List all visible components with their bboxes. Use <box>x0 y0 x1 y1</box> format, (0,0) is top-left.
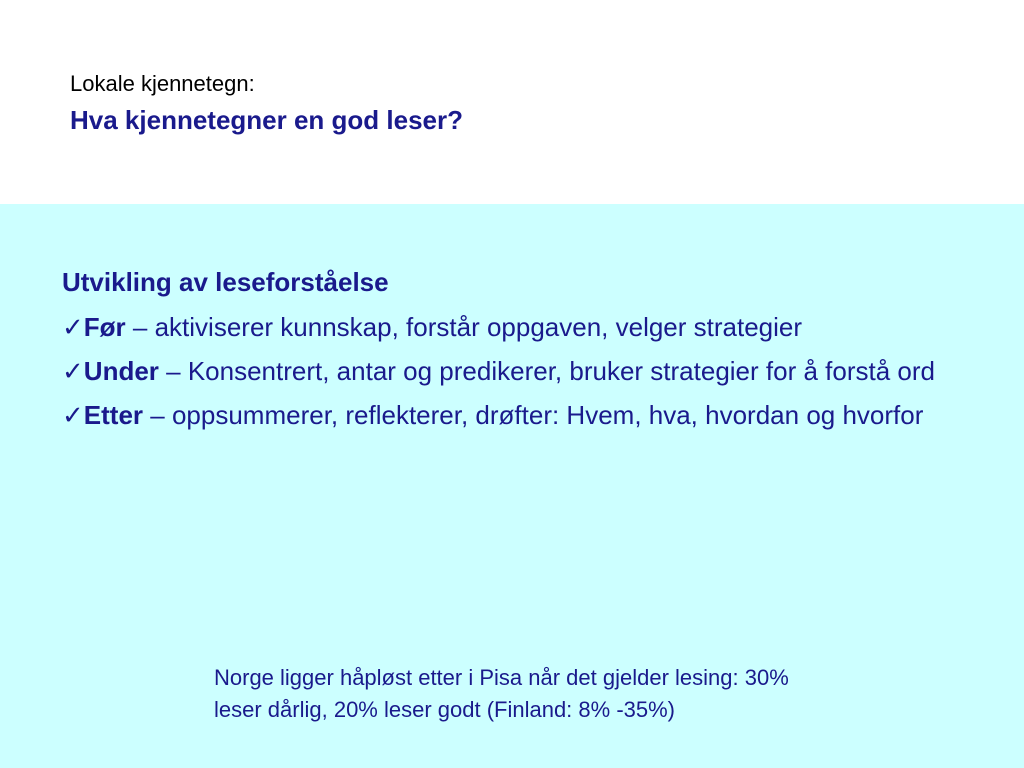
bullet-during <box>62 352 992 390</box>
bullet-term: Før <box>83 312 126 342</box>
slide-title: Hva kjennetegner en god leser? <box>70 105 464 135</box>
checkmark-icon: ✓ <box>62 400 84 430</box>
bullet-before <box>62 308 992 346</box>
content-body <box>62 262 992 434</box>
checkmark-icon: ✓ <box>62 356 84 386</box>
pisa-note-line-2: leser dårlig, 20% leser godt (Finland: 8% -35%) <box>214 697 676 722</box>
bullet-text: – aktiviserer kunnskap, forstår oppgaven, velger strategier <box>125 312 803 342</box>
pisa-note-line-1: Norge ligger håpløst etter i Pisa når det gjelder lesing: 30% <box>214 665 789 690</box>
title-area <box>70 70 970 136</box>
bullet-text: – oppsummerer, reflekterer, drøfter: Hvem, hva, hvordan og hvorfor <box>143 400 924 430</box>
bullet-after <box>62 396 992 434</box>
bullet-text: – Konsentrert, antar og predikerer, bruker strategier for å forstå ord <box>158 356 935 386</box>
content-panel <box>0 204 1024 768</box>
bullet-term: Etter <box>83 400 144 430</box>
slide-subtitle: Lokale kjennetegn: <box>70 71 255 96</box>
pisa-note <box>214 662 994 726</box>
section-heading: Utvikling av leseforståelse <box>62 267 389 297</box>
checkmark-icon: ✓ <box>62 312 84 342</box>
bullet-term: Under <box>83 356 159 386</box>
